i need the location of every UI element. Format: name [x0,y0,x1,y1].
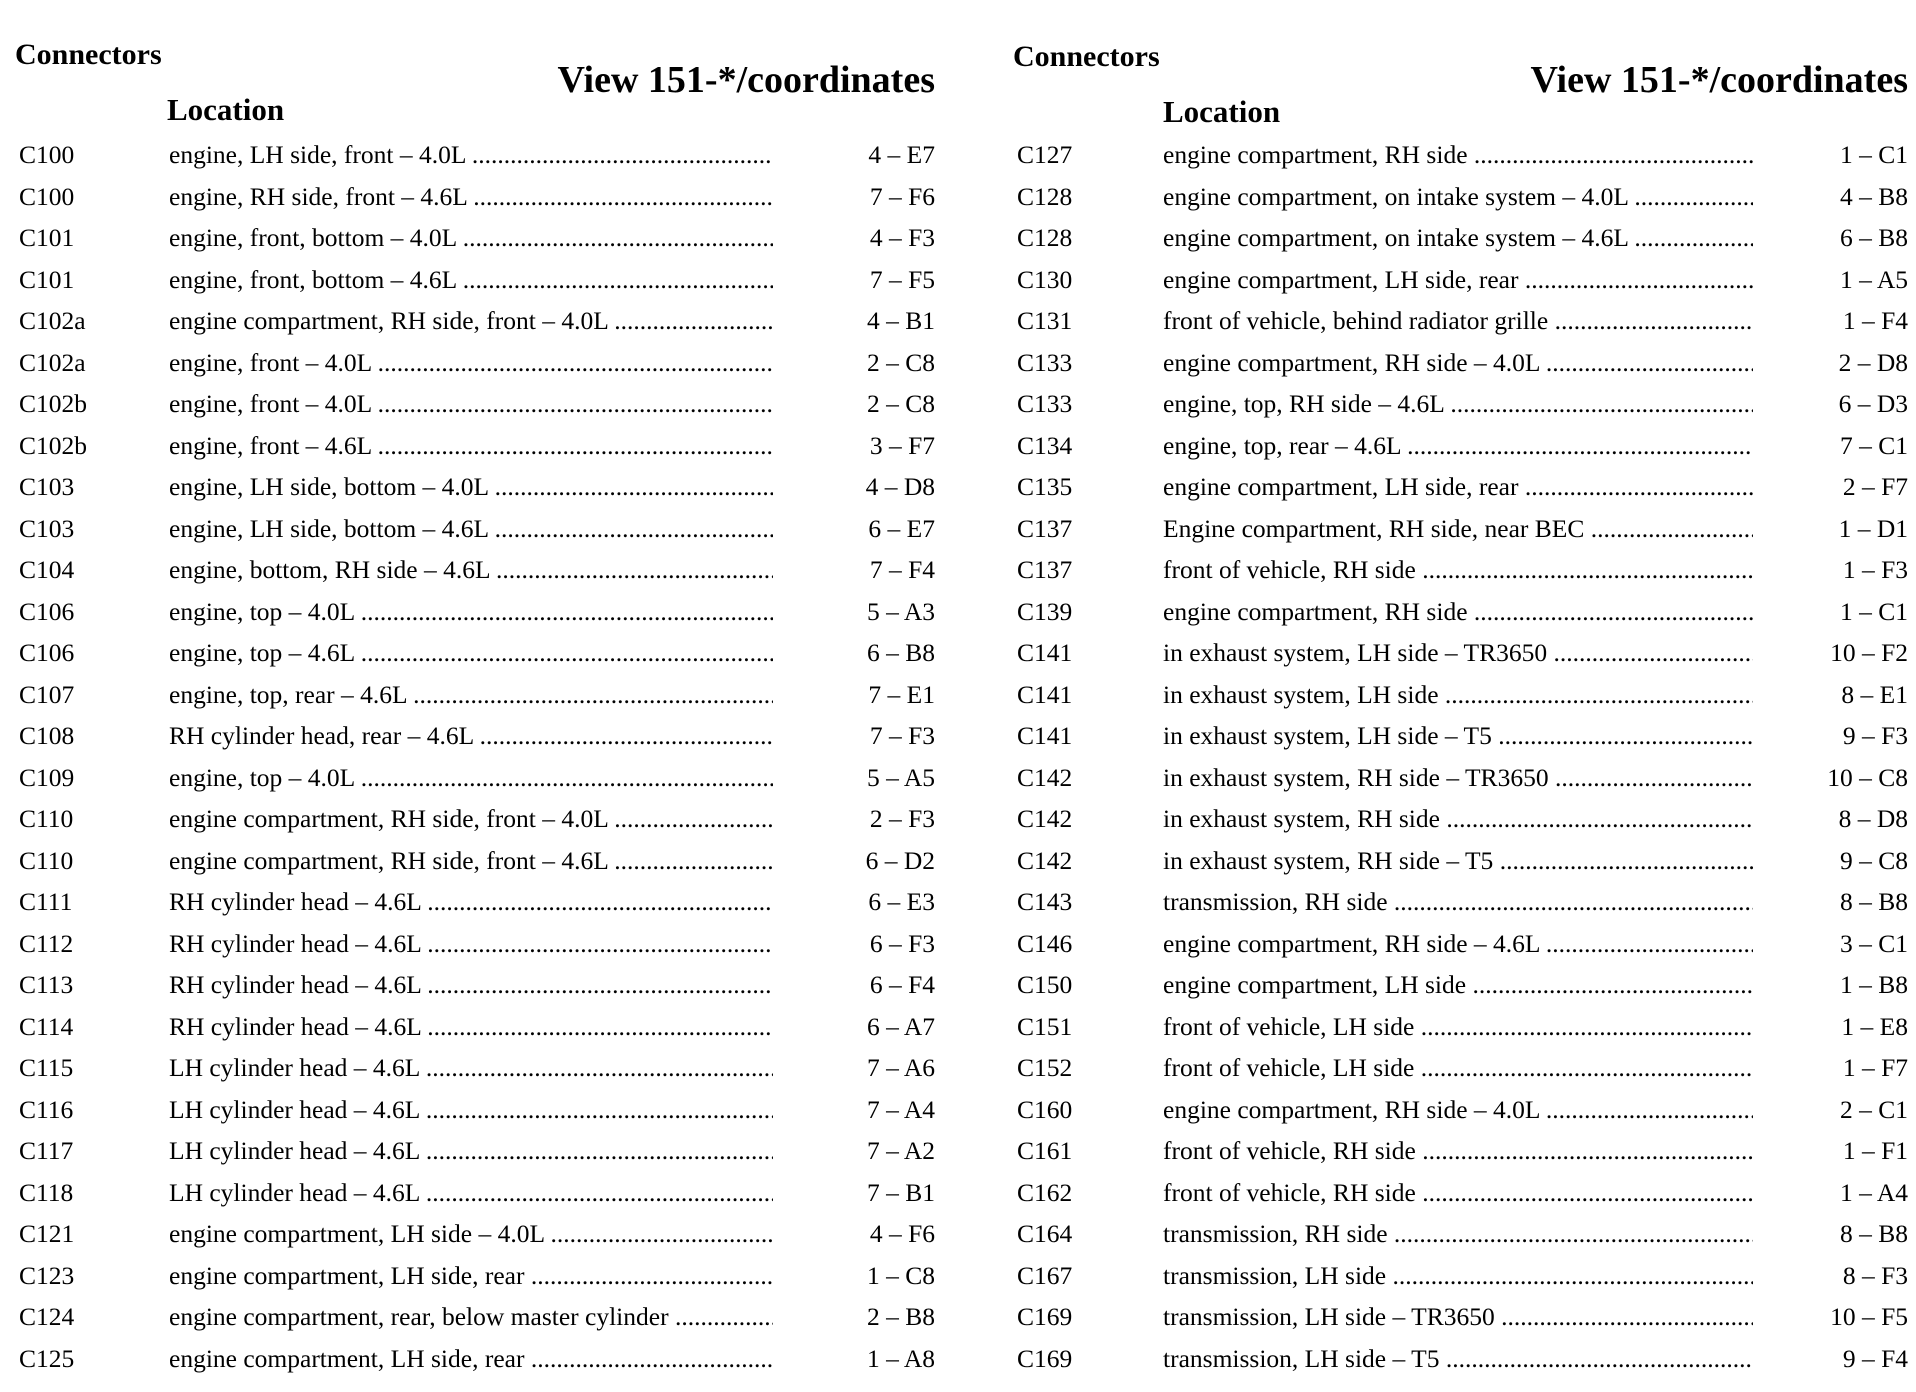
connector-row [15,964,935,1006]
connector-coordinates: 4 – B1 [866,306,935,335]
connector-location: engine, top – 4.0L ..... [169,591,773,633]
connector-id: C146 [1017,928,1073,958]
connector-row [1013,1047,1908,1089]
connector-coordinates: 5 – A3 [866,596,935,626]
connector-id: C125 [19,1343,75,1373]
connector-id: C110 [19,804,74,833]
connector-coordinates: 4 – F3 [869,223,935,252]
connector-location: in exhaust system, RH side ..... [1163,798,1753,840]
connector-location: engine compartment, LH side, rear ..... [169,1255,773,1297]
connector-row [1013,1006,1908,1048]
connector-coordinates: 4 – E7 [868,140,935,169]
connector-coordinates: 7 – C1 [1839,430,1908,460]
connector-location: front of vehicle, LH side ..... [1163,1047,1753,1089]
connector-id: C152 [1017,1053,1073,1082]
connector-row [1013,1338,1908,1380]
connector-id: C100 [19,140,75,169]
connector-coordinates: 7 – A6 [866,1053,935,1082]
connector-location: engine, front, bottom – 4.6L ..... [169,259,773,301]
connector-coordinates: 7 – F6 [869,181,935,211]
connector-location: RH cylinder head, rear – 4.6L ..... [169,715,773,757]
connector-coordinates: 6 – D2 [865,845,935,875]
connector-location: LH cylinder head – 4.6L ..... [169,1130,773,1172]
connector-location: LH cylinder head – 4.6L ..... [169,1089,773,1131]
connector-id: C116 [19,1094,74,1124]
connector-list [15,134,935,1379]
connector-row [15,1006,935,1048]
connector-location: RH cylinder head – 4.6L ..... [169,1006,773,1048]
connector-location: engine, top, rear – 4.6L ..... [169,674,773,716]
connector-id: C127 [1017,140,1073,169]
connector-location: engine compartment, LH side – 4.0L ..... [169,1213,773,1255]
connector-coordinates: 4 – F6 [869,1219,935,1248]
connector-id: C103 [19,513,75,543]
connector-row [15,217,935,259]
view-coordinates-heading: View 151-*/coordinates [1530,59,1908,101]
connector-row [1013,715,1908,757]
connector-id: C128 [1017,223,1073,252]
connector-location: engine, top, rear – 4.6L ..... [1163,425,1753,467]
connector-id: C102a [19,306,86,335]
connector-row [1013,508,1908,550]
connector-location: in exhaust system, LH side – T5 ..... [1163,715,1753,757]
connector-row [1013,840,1908,882]
connector-location: engine compartment, RH side ..... [1163,591,1753,633]
connector-id: C139 [1017,596,1073,626]
connector-coordinates: 2 – F3 [869,804,935,833]
connector-location: RH cylinder head – 4.6L ..... [169,923,773,965]
connector-coordinates: 9 – F4 [1842,1343,1908,1373]
connector-id: C111 [19,887,73,916]
connector-location: engine, top – 4.6L ..... [169,632,773,674]
connector-location: engine compartment, RH side, front – 4.0L ..... [169,300,773,342]
connector-row [1013,1130,1908,1172]
connector-location: RH cylinder head – 4.6L ..... [169,964,773,1006]
connector-location: engine compartment, on intake system – 4.6L ..... [1163,217,1753,259]
connector-id: C113 [19,970,74,999]
connector-coordinates: 2 – D8 [1838,347,1908,377]
connector-coordinates: 9 – C8 [1839,845,1908,875]
connector-coordinates: 10 – F5 [1830,1302,1908,1331]
connector-row [15,1089,935,1131]
connector-coordinates: 2 – F7 [1842,472,1908,501]
connector-coordinates: 1 – F1 [1842,1136,1908,1165]
connector-location: engine, front – 4.6L ..... [169,425,773,467]
connector-location: engine compartment, LH side, rear ..... [1163,259,1753,301]
connector-coordinates: 7 – A2 [866,1136,935,1165]
connector-id: C164 [1017,1219,1073,1248]
connector-row [1013,549,1908,591]
connector-row [15,134,935,176]
connector-row [1013,1172,1908,1214]
connector-coordinates: 10 – F2 [1830,638,1908,667]
connector-row [1013,757,1908,799]
connector-row [1013,259,1908,301]
connector-id: C117 [19,1136,74,1165]
connector-location: transmission, LH side – T5 ..... [1163,1338,1753,1380]
connector-coordinates: 2 – C1 [1839,1094,1908,1124]
view-coordinates-heading: View 151-*/coordinates [557,59,935,101]
connector-coordinates: 4 – D8 [865,472,935,501]
connector-location: engine, top – 4.0L ..... [169,757,773,799]
connector-location: in exhaust system, RH side – TR3650 ..... [1163,757,1753,799]
connector-id: C134 [1017,430,1073,460]
connector-location: engine, RH side, front – 4.6L ..... [169,176,773,218]
connector-row [1013,425,1908,467]
connector-location: engine compartment, RH side – 4.0L ..... [1163,1089,1753,1131]
connector-row [15,259,935,301]
connector-row [1013,923,1908,965]
connector-id: C108 [19,721,75,750]
connector-id: C123 [19,1260,75,1290]
connector-list [1013,134,1908,1379]
connector-coordinates: 1 – E8 [1841,1011,1908,1041]
connector-coordinates: 7 – A4 [866,1094,935,1124]
connector-id: C102b [19,430,88,460]
connector-coordinates: 1 – A5 [1839,264,1908,294]
location-heading: Location [167,92,285,127]
connector-row [15,425,935,467]
connector-location: engine compartment, RH side, front – 4.6L ..... [169,840,773,882]
connector-id: C121 [19,1219,75,1248]
connector-id: C142 [1017,762,1073,792]
connector-location: engine, front, bottom – 4.0L ..... [169,217,773,259]
connector-row [1013,176,1908,218]
connector-id: C112 [19,928,74,958]
connector-coordinates: 8 – D8 [1838,804,1908,833]
connector-coordinates: 6 – D3 [1838,389,1908,418]
connector-location: engine, LH side, bottom – 4.6L ..... [169,508,773,550]
connector-location: transmission, LH side ..... [1163,1255,1753,1297]
connector-location: front of vehicle, behind radiator grille ..... [1163,300,1753,342]
connector-coordinates: 1 – D1 [1838,513,1908,543]
connector-location: engine compartment, RH side – 4.0L ..... [1163,342,1753,384]
connector-id: C142 [1017,804,1073,833]
connector-location: engine compartment, RH side, front – 4.0L ..... [169,798,773,840]
connector-id: C109 [19,762,75,792]
connector-row [1013,798,1908,840]
connector-coordinates: 8 – B8 [1839,887,1908,916]
connector-id: C141 [1017,638,1073,667]
connector-id: C102a [19,347,86,377]
connector-id: C143 [1017,887,1073,916]
connector-location: front of vehicle, LH side ..... [1163,1006,1753,1048]
connector-row [1013,383,1908,425]
connector-row [15,1130,935,1172]
connector-row [15,1172,935,1214]
connector-id: C110 [19,845,74,875]
connector-coordinates: 6 – B8 [1839,223,1908,252]
connector-row [15,881,935,923]
connector-location: transmission, LH side – TR3650 ..... [1163,1296,1753,1338]
connector-coordinates: 7 – F3 [869,721,935,750]
connector-row [15,1296,935,1338]
connector-id: C118 [19,1177,74,1207]
connector-id: C106 [19,638,75,667]
connector-coordinates: 4 – B8 [1839,181,1908,211]
connector-id: C101 [19,223,75,252]
connectors-heading: Connectors [1013,40,1160,73]
connector-location: engine, LH side, front – 4.0L ..... [169,134,773,176]
connector-row [15,674,935,716]
connector-coordinates: 8 – E1 [1841,679,1908,709]
connector-id: C137 [1017,513,1073,543]
connector-coordinates: 1 – B8 [1839,970,1908,999]
connector-row [1013,964,1908,1006]
connector-coordinates: 5 – A5 [866,762,935,792]
connector-coordinates: 1 – A4 [1839,1177,1908,1207]
connectors-heading: Connectors [15,38,162,71]
connector-row [15,798,935,840]
connector-location: front of vehicle, RH side ..... [1163,1172,1753,1214]
connector-location: engine compartment, RH side ..... [1163,134,1753,176]
connector-location: engine compartment, LH side, rear ..... [169,1338,773,1380]
connector-row [1013,342,1908,384]
connector-row [15,508,935,550]
connector-id: C101 [19,264,75,294]
connector-row [15,715,935,757]
location-heading: Location [1163,94,1281,129]
connector-coordinates: 2 – B8 [866,1302,935,1331]
connector-row [15,632,935,674]
connector-location: engine, front – 4.0L ..... [169,342,773,384]
connector-id: C167 [1017,1260,1073,1290]
connector-row [1013,217,1908,259]
connector-id: C169 [1017,1302,1073,1331]
connector-location: in exhaust system, LH side – TR3650 ..... [1163,632,1753,674]
connector-coordinates: 8 – F3 [1842,1260,1908,1290]
connector-coordinates: 7 – F5 [869,264,935,294]
connector-row [1013,134,1908,176]
connector-id: C102b [19,389,88,418]
connector-coordinates: 3 – F7 [869,430,935,460]
connector-coordinates: 6 – A7 [866,1011,935,1041]
connector-row [1013,466,1908,508]
connector-row [15,300,935,342]
connector-coordinates: 1 – F7 [1842,1053,1908,1082]
connector-location: transmission, RH side ..... [1163,1213,1753,1255]
connector-row [15,1338,935,1380]
connector-id: C151 [1017,1011,1073,1041]
connector-location: transmission, RH side ..... [1163,881,1753,923]
connector-coordinates: 9 – F3 [1842,721,1908,750]
connector-location: front of vehicle, RH side ..... [1163,549,1753,591]
connector-row [15,342,935,384]
connector-location: engine compartment, rear, below master cylinder ..... [169,1296,773,1338]
connector-id: C169 [1017,1343,1073,1373]
connector-coordinates: 6 – B8 [866,638,935,667]
connector-id: C133 [1017,389,1073,418]
connector-row [1013,881,1908,923]
connector-location: in exhaust system, RH side – T5 ..... [1163,840,1753,882]
connector-id: C124 [19,1302,75,1331]
connector-row [1013,591,1908,633]
connector-location: engine, LH side, bottom – 4.0L ..... [169,466,773,508]
connector-coordinates: 1 – F3 [1842,555,1908,584]
connector-row [1013,300,1908,342]
connector-row [1013,1296,1908,1338]
connector-row [15,591,935,633]
connector-location: front of vehicle, RH side ..... [1163,1130,1753,1172]
connector-id: C128 [1017,181,1073,211]
connector-id: C106 [19,596,75,626]
connector-id: C162 [1017,1177,1073,1207]
connector-location: engine compartment, LH side ..... [1163,964,1753,1006]
connector-location: engine compartment, on intake system – 4.0L ..... [1163,176,1753,218]
connector-location: in exhaust system, LH side ..... [1163,674,1753,716]
connector-row [1013,674,1908,716]
connector-location: LH cylinder head – 4.6L ..... [169,1047,773,1089]
connector-coordinates: 8 – B8 [1839,1219,1908,1248]
connector-row [15,840,935,882]
connector-id: C150 [1017,970,1073,999]
connector-coordinates: 1 – F4 [1842,306,1908,335]
connector-row [1013,1089,1908,1131]
connector-coordinates: 1 – C1 [1839,140,1908,169]
connector-row [15,549,935,591]
connector-row [15,757,935,799]
connector-row [15,466,935,508]
connector-row [15,1255,935,1297]
connector-coordinates: 7 – F4 [869,555,935,584]
connector-row [15,176,935,218]
connector-id: C114 [19,1011,74,1041]
connector-id: C141 [1017,679,1073,709]
connector-coordinates: 6 – E3 [868,887,935,916]
connector-id: C130 [1017,264,1073,294]
connector-row [15,1213,935,1255]
connector-id: C161 [1017,1136,1073,1165]
connector-row [1013,1255,1908,1297]
connector-row [15,923,935,965]
connector-coordinates: 6 – E7 [868,513,935,543]
connector-location: RH cylinder head – 4.6L ..... [169,881,773,923]
connector-id: C135 [1017,472,1073,501]
connector-id: C142 [1017,845,1073,875]
connector-coordinates: 2 – C8 [866,347,935,377]
connector-location: LH cylinder head – 4.6L ..... [169,1172,773,1214]
connector-row [15,1047,935,1089]
connector-id: C103 [19,472,75,501]
connector-coordinates: 1 – C8 [866,1260,935,1290]
connector-coordinates: 7 – E1 [868,679,935,709]
connector-location: engine, bottom, RH side – 4.6L ..... [169,549,773,591]
connector-location: Engine compartment, RH side, near BEC ..... [1163,508,1753,550]
connector-coordinates: 10 – C8 [1827,762,1908,792]
connector-coordinates: 6 – F3 [869,928,935,958]
connector-coordinates: 1 – A8 [866,1343,935,1373]
connector-coordinates: 7 – B1 [866,1177,935,1207]
connector-coordinates: 6 – F4 [869,970,935,999]
connector-id: C133 [1017,347,1073,377]
connector-location: engine, front – 4.0L ..... [169,383,773,425]
connector-row [1013,1213,1908,1255]
connector-id: C104 [19,555,75,584]
connector-id: C100 [19,181,75,211]
connector-id: C131 [1017,306,1073,335]
connector-id: C137 [1017,555,1073,584]
connector-location: engine, top, RH side – 4.6L ..... [1163,383,1753,425]
connector-location: engine compartment, LH side, rear ..... [1163,466,1753,508]
connector-id: C107 [19,679,75,709]
connector-id: C115 [19,1053,74,1082]
connector-coordinates: 3 – C1 [1839,928,1908,958]
connector-row [15,383,935,425]
connector-id: C160 [1017,1094,1073,1124]
connector-id: C141 [1017,721,1073,750]
connector-coordinates: 1 – C1 [1839,596,1908,626]
connector-row [1013,632,1908,674]
connector-coordinates: 2 – C8 [866,389,935,418]
connector-location: engine compartment, RH side – 4.6L ..... [1163,923,1753,965]
